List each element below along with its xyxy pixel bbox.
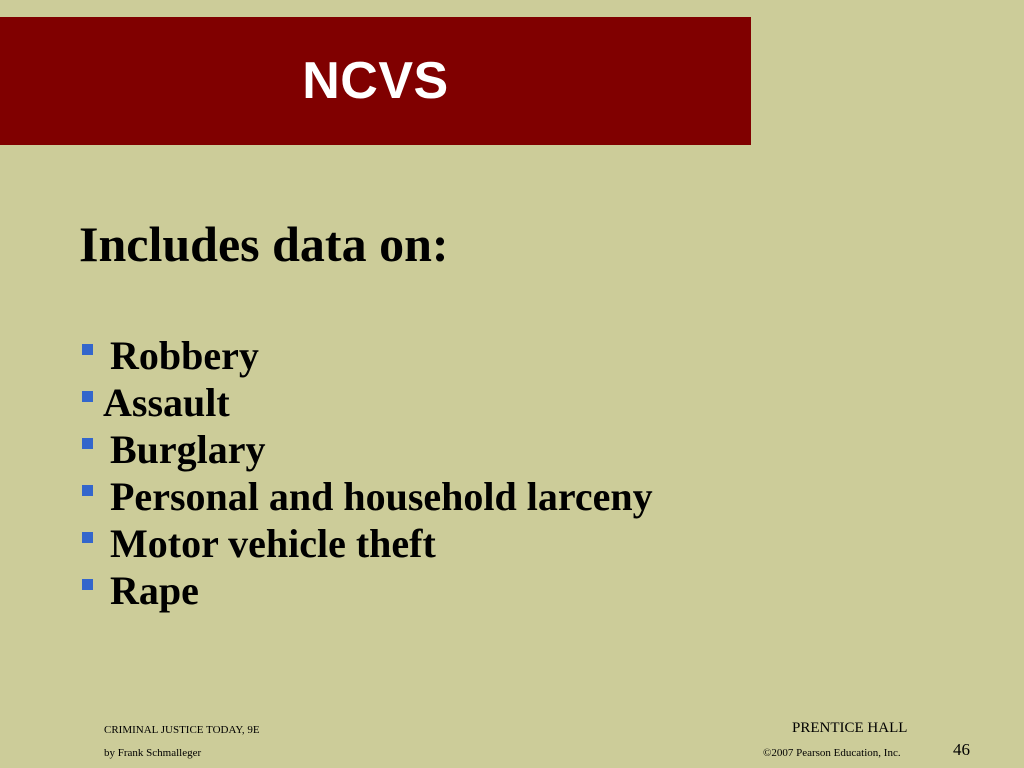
footer-copyright: ©2007 Pearson Education, Inc. (763, 747, 901, 759)
bullet-item-rape (82, 567, 653, 614)
footer-publisher: PRENTICE HALL (792, 720, 908, 736)
square-bullet-icon (82, 579, 93, 590)
bullet-text: Motor vehicle theft (110, 521, 436, 566)
bullet-list (82, 332, 653, 614)
square-bullet-icon (82, 532, 93, 543)
slide-title: NCVS (302, 52, 449, 110)
bullet-item-robbery (82, 332, 653, 379)
bullet-text: Assault (103, 380, 230, 425)
square-bullet-icon (82, 485, 93, 496)
bullet-text: Personal and household larceny (110, 474, 653, 519)
square-bullet-icon (82, 391, 93, 402)
square-bullet-icon (82, 344, 93, 355)
bullet-text: Robbery (110, 333, 259, 378)
footer-course-title: CRIMINAL JUSTICE TODAY, 9E (104, 724, 260, 736)
bullet-item-burglary (82, 426, 653, 473)
page-number: 46 (953, 740, 970, 759)
footer-author: by Frank Schmalleger (104, 747, 202, 759)
bullet-item-assault (82, 379, 653, 426)
bullet-item-larceny (82, 473, 653, 520)
bullet-text: Burglary (110, 427, 266, 472)
slide-heading: Includes data on: (79, 216, 449, 272)
bullet-item-motor-vehicle-theft (82, 520, 653, 567)
bullet-text: Rape (110, 568, 199, 613)
square-bullet-icon (82, 438, 93, 449)
title-bar (0, 17, 751, 145)
